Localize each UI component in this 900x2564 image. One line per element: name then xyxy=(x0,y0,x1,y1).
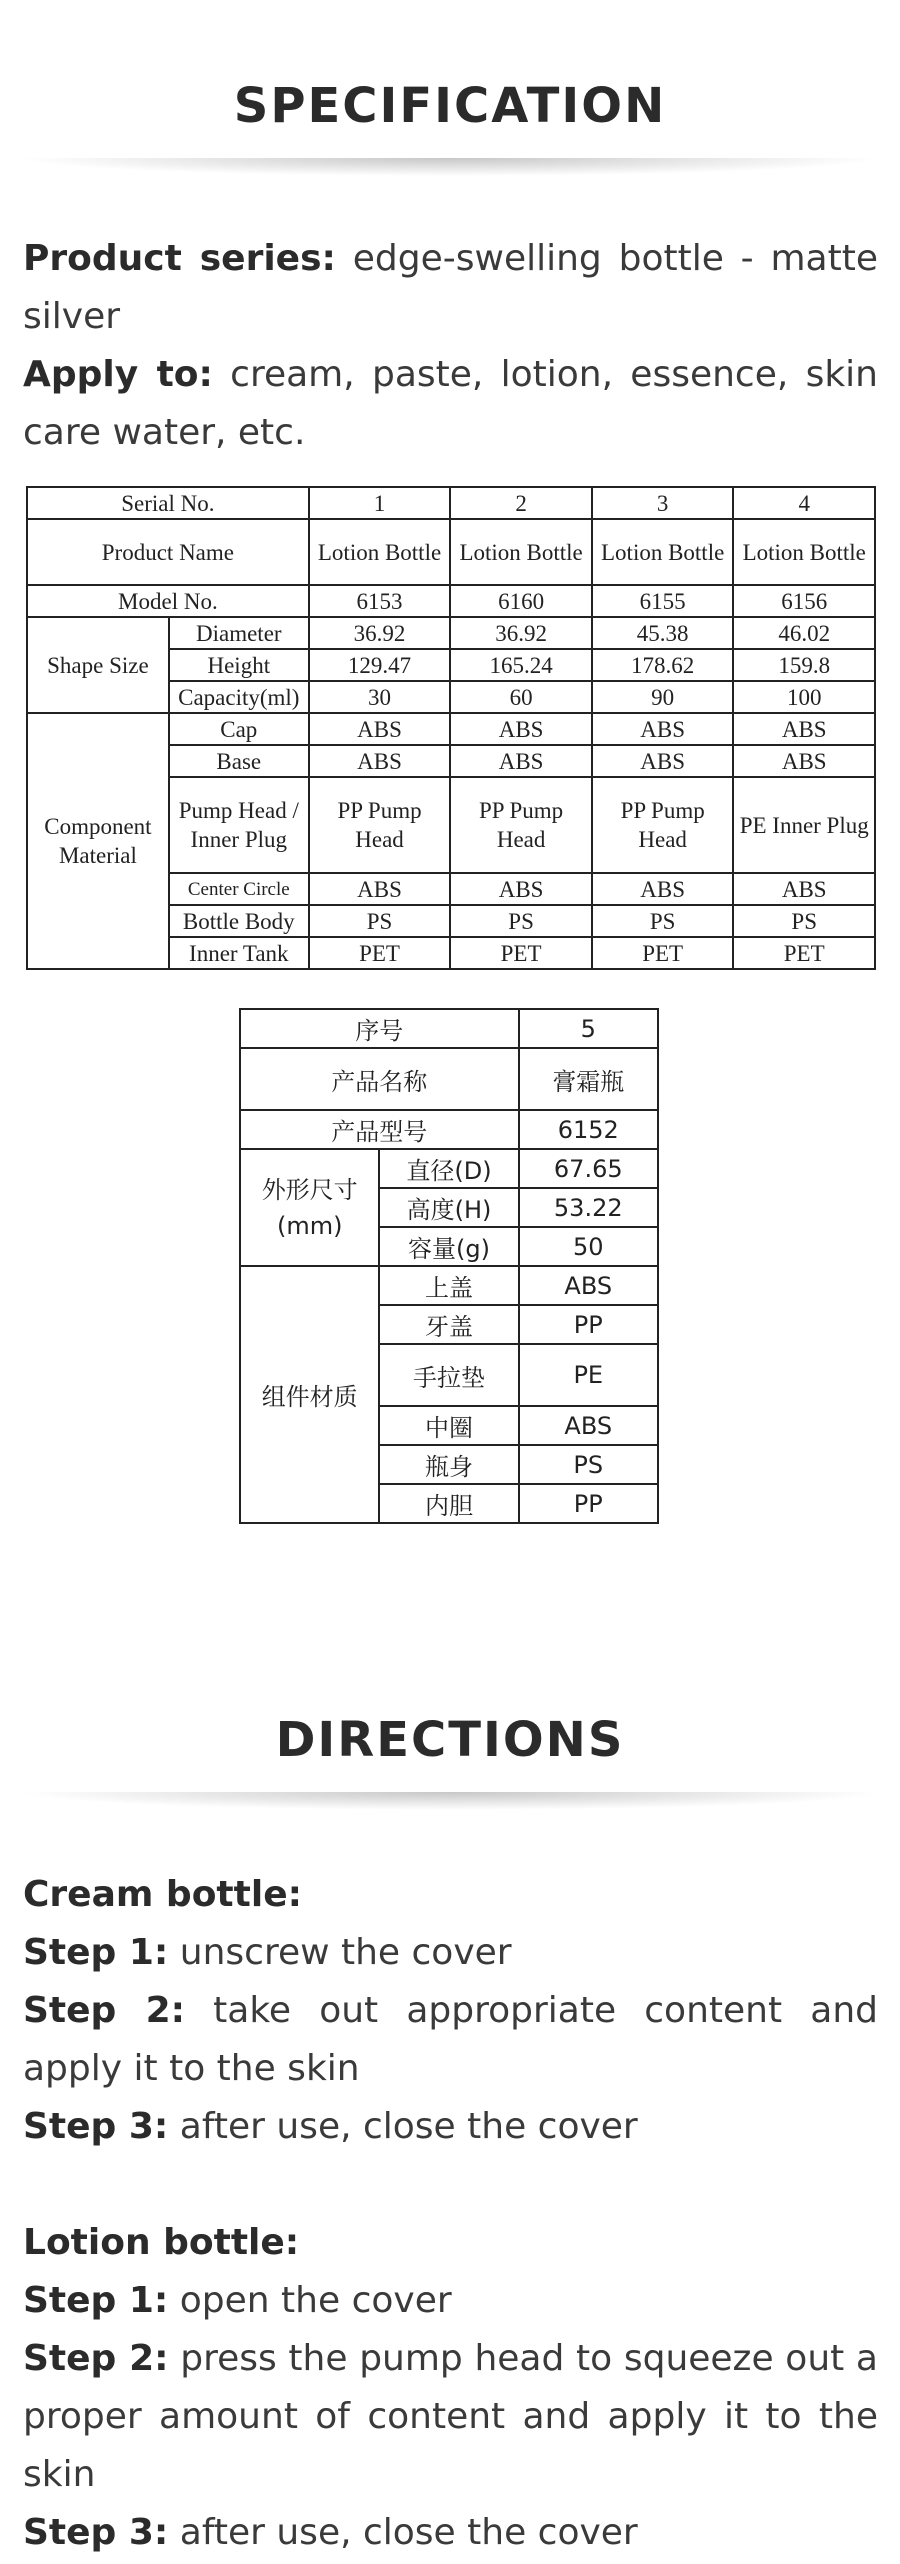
specification-heading: SPECIFICATION xyxy=(233,78,667,134)
product-name-4: Lotion Bottle xyxy=(733,519,875,585)
serial-4: 4 xyxy=(733,487,875,519)
bottle-body-3: PS xyxy=(592,905,734,937)
capacity-4: 100 xyxy=(733,681,875,713)
model-label: Model No. xyxy=(27,585,309,617)
cn-model-value: 6152 xyxy=(519,1110,658,1149)
base-2: ABS xyxy=(450,745,592,777)
bottle-body-2: PS xyxy=(450,905,592,937)
inner-tank-label: Inner Tank xyxy=(169,937,309,969)
pump-head-2: PP Pump Head xyxy=(450,777,592,873)
diameter-label: Diameter xyxy=(169,617,309,649)
cream-bottle-title: Cream bottle: xyxy=(23,1874,302,1915)
cn-cap-label: 上盖 xyxy=(379,1266,518,1305)
base-4: ABS xyxy=(733,745,875,777)
directions-shadow-divider xyxy=(20,1792,880,1832)
cn-model-label: 产品型号 xyxy=(240,1110,519,1149)
apply-to-label: Apply to: xyxy=(23,354,213,395)
cn-shape-size-label: 外形尺寸 (mm) xyxy=(240,1149,379,1266)
bottle-body-4: PS xyxy=(733,905,875,937)
serial-2: 2 xyxy=(450,487,592,519)
diameter-2: 36.92 xyxy=(450,617,592,649)
serial-label: Serial No. xyxy=(27,487,309,519)
cn-component-material-label: 组件材质 xyxy=(240,1266,379,1523)
center-circle-4: ABS xyxy=(733,873,875,905)
center-circle-1: ABS xyxy=(309,873,451,905)
base-label: Base xyxy=(169,745,309,777)
bottle-body-1: PS xyxy=(309,905,451,937)
lotion-bottle-title: Lotion bottle: xyxy=(23,2222,300,2263)
cn-serial-value: 5 xyxy=(519,1009,658,1048)
height-1: 129.47 xyxy=(309,649,451,681)
center-circle-3: ABS xyxy=(592,873,734,905)
lotion-bottle-section xyxy=(23,2214,878,2562)
lotion-step-1: Step 1: open the cover xyxy=(23,2280,452,2321)
cream-step-2: Step 2: take out appropriate content and apply it to the skin xyxy=(23,1990,878,2089)
apply-to-paragraph xyxy=(23,346,878,462)
serial-1: 1 xyxy=(309,487,451,519)
cn-ring-label: 中圈 xyxy=(379,1406,518,1445)
cap-4: ABS xyxy=(733,713,875,745)
cream-step-1: Step 1: unscrew the cover xyxy=(23,1932,512,1973)
cn-body-label: 瓶身 xyxy=(379,1445,518,1484)
cn-serial-label: 序号 xyxy=(240,1009,519,1048)
cn-capacity-label: 容量(g) xyxy=(379,1227,518,1266)
cn-liner-label: 内胆 xyxy=(379,1484,518,1523)
cn-thread-label: 牙盖 xyxy=(379,1305,518,1344)
diameter-3: 45.38 xyxy=(592,617,734,649)
height-label: Height xyxy=(169,649,309,681)
inner-tank-3: PET xyxy=(592,937,734,969)
cn-product-name-label: 产品名称 xyxy=(240,1048,519,1110)
capacity-3: 90 xyxy=(592,681,734,713)
cn-height-label: 高度(H) xyxy=(379,1188,518,1227)
cn-thread-value: PP xyxy=(519,1305,658,1344)
pump-head-4: PE Inner Plug xyxy=(733,777,875,873)
cn-pad-label: 手拉垫 xyxy=(379,1344,518,1406)
lotion-step-2: Step 2: press the pump head to squeeze out a proper amount of content and apply it to the skin xyxy=(23,2338,878,2495)
spec-table-lotion-bottles xyxy=(26,486,876,970)
cap-2: ABS xyxy=(450,713,592,745)
base-1: ABS xyxy=(309,745,451,777)
inner-tank-2: PET xyxy=(450,937,592,969)
diameter-1: 36.92 xyxy=(309,617,451,649)
pump-head-3: PP Pump Head xyxy=(592,777,734,873)
cream-bottle-section xyxy=(23,1866,878,2156)
product-series-paragraph xyxy=(23,230,878,346)
capacity-1: 30 xyxy=(309,681,451,713)
directions-heading: DIRECTIONS xyxy=(275,1712,625,1768)
height-2: 165.24 xyxy=(450,649,592,681)
center-circle-2: ABS xyxy=(450,873,592,905)
pump-head-label: Pump Head / Inner Plug xyxy=(169,777,309,873)
center-circle-label: Center Circle xyxy=(169,873,309,905)
height-4: 159.8 xyxy=(733,649,875,681)
cn-pad-value: PE xyxy=(519,1344,658,1406)
capacity-label: Capacity(ml) xyxy=(169,681,309,713)
inner-tank-1: PET xyxy=(309,937,451,969)
inner-tank-4: PET xyxy=(733,937,875,969)
cn-cap-value: ABS xyxy=(519,1266,658,1305)
serial-3: 3 xyxy=(592,487,734,519)
diameter-4: 46.02 xyxy=(733,617,875,649)
model-3: 6155 xyxy=(592,585,734,617)
shape-size-label: Shape Size xyxy=(27,617,169,713)
cn-body-value: PS xyxy=(519,1445,658,1484)
cap-3: ABS xyxy=(592,713,734,745)
product-series-value: edge-swelling bottle - matte silver xyxy=(23,238,879,337)
base-3: ABS xyxy=(592,745,734,777)
product-name-1: Lotion Bottle xyxy=(309,519,451,585)
cn-height-value: 53.22 xyxy=(519,1188,658,1227)
heading-shadow-divider xyxy=(20,158,880,198)
spec-table-cream-bottle xyxy=(239,1008,659,1524)
cn-diameter-label: 直径(D) xyxy=(379,1149,518,1188)
product-name-label: Product Name xyxy=(27,519,309,585)
cn-capacity-value: 50 xyxy=(519,1227,658,1266)
lotion-step-3: Step 3: after use, close the cover xyxy=(23,2512,638,2553)
component-material-label: Component Material xyxy=(27,713,169,969)
apply-to-value: cream, paste, lotion, essence, skin care water, etc. xyxy=(23,354,878,453)
cn-diameter-value: 67.65 xyxy=(519,1149,658,1188)
model-1: 6153 xyxy=(309,585,451,617)
bottle-body-label: Bottle Body xyxy=(169,905,309,937)
cn-product-name-value: 膏霜瓶 xyxy=(519,1048,658,1110)
cream-step-3: Step 3: after use, close the cover xyxy=(23,2106,638,2147)
cn-ring-value: ABS xyxy=(519,1406,658,1445)
product-name-3: Lotion Bottle xyxy=(592,519,734,585)
capacity-2: 60 xyxy=(450,681,592,713)
cap-1: ABS xyxy=(309,713,451,745)
pump-head-1: PP Pump Head xyxy=(309,777,451,873)
product-name-2: Lotion Bottle xyxy=(450,519,592,585)
cap-label: Cap xyxy=(169,713,309,745)
product-series-label: Product series: xyxy=(23,238,336,279)
height-3: 178.62 xyxy=(592,649,734,681)
model-4: 6156 xyxy=(733,585,875,617)
model-2: 6160 xyxy=(450,585,592,617)
cn-liner-value: PP xyxy=(519,1484,658,1523)
